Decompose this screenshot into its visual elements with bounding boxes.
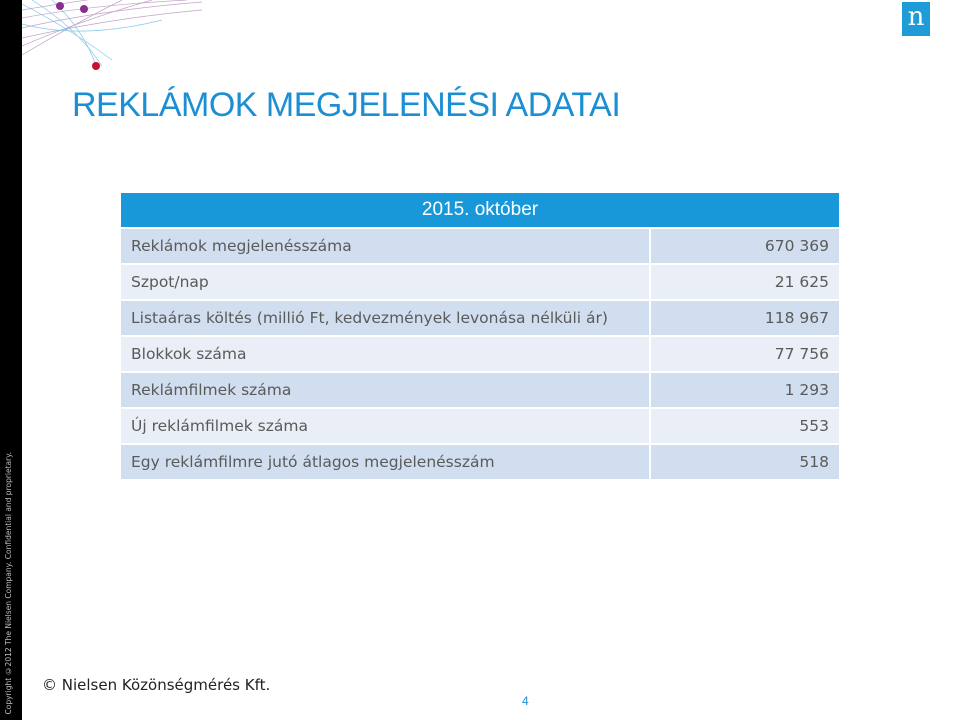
row-value: 21 625 (651, 265, 839, 299)
footer-company: © Nielsen Közönségmérés Kft. (42, 676, 271, 694)
data-table (119, 191, 841, 481)
table-row (121, 337, 839, 371)
row-value: 670 369 (651, 229, 839, 263)
row-value: 518 (651, 445, 839, 479)
table-row (121, 265, 839, 299)
table-row (121, 409, 839, 443)
table-row (121, 373, 839, 407)
page-number: 4 (522, 694, 529, 708)
row-label: Egy reklámfilmre jutó átlagos megjelenésszám (121, 445, 649, 479)
nielsen-logo: n (902, 2, 930, 36)
table-row (121, 301, 839, 335)
row-label: Szpot/nap (121, 265, 649, 299)
row-value: 118 967 (651, 301, 839, 335)
row-value: 553 (651, 409, 839, 443)
slide-title: REKLÁMOK MEGJELENÉSI ADATAI (72, 86, 621, 124)
table-row (121, 229, 839, 263)
table-row (121, 445, 839, 479)
row-label: Új reklámfilmek száma (121, 409, 649, 443)
row-label: Blokkok száma (121, 337, 649, 371)
decorative-lines-graphic (22, 0, 202, 80)
side-bar (0, 0, 22, 720)
row-value: 77 756 (651, 337, 839, 371)
row-label: Reklámfilmek száma (121, 373, 649, 407)
row-label: Reklámok megjelenésszáma (121, 229, 649, 263)
copyright-notice: Copyright ©2012 The Nielsen Company. Confidential and proprietary. (4, 451, 13, 714)
row-value: 1 293 (651, 373, 839, 407)
row-label: Listaáras költés (millió Ft, kedvezmények levonása nélküli ár) (121, 301, 649, 335)
table-header: 2015. október (121, 193, 839, 227)
